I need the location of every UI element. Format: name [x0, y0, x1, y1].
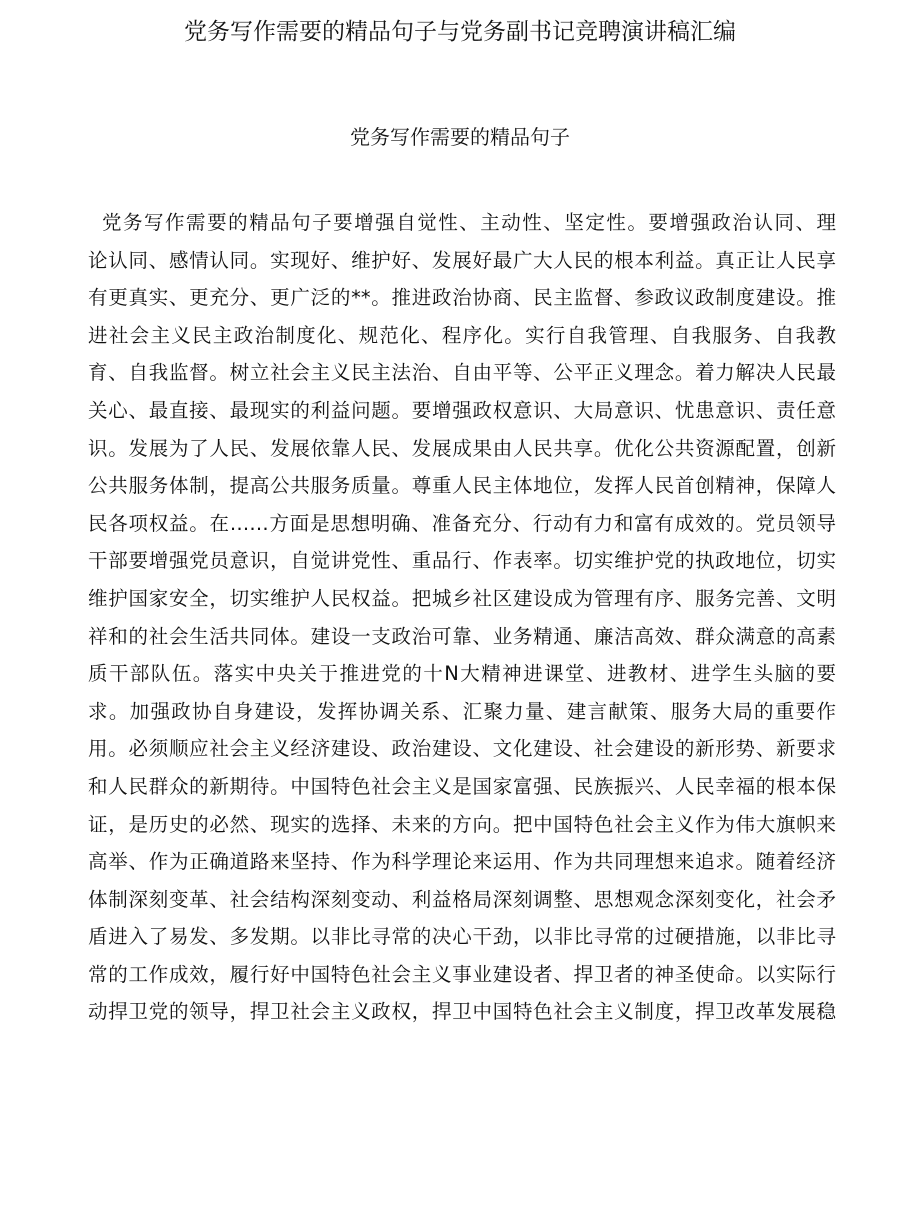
- paragraph-line: 用。必须顺应社会主义经济建设、政治建设、文化建设、社会建设的新形势、新要求: [88, 737, 836, 761]
- section-title: 党务写作需要的精品句子: [350, 125, 570, 149]
- paragraph-line: 证，是历史的必然、现实的选择、未来的方向。把中国特色社会主义作为伟大旗帜来: [88, 812, 836, 836]
- paragraph-line: 党务写作需要的精品句子要增强自觉性、主动性、坚定性。要增强政治认同、理: [102, 211, 836, 234]
- paragraph-line: 育、自我监督。树立社会主义民主法治、自由平等、公平正义理念。着力解决人民最: [88, 361, 836, 385]
- paragraph-line: 民各项权益。在……方面是思想明确、准备充分、行动有力和富有成效的。党员领导: [88, 511, 836, 535]
- paragraph-line: 公共服务体制，提高公共服务质量。尊重人民主体地位，发挥人民首创精神，保障人: [88, 474, 836, 498]
- paragraph-line: 进社会主义民主政治制度化、规范化、程序化。实行自我管理、自我服务、自我教: [88, 323, 836, 347]
- paragraph-line: 有更真实、更充分、更广泛的**。推进政治协商、民主监督、参政议政制度建设。推: [88, 286, 836, 310]
- paragraph-line: 盾进入了易发、多发期。以非比寻常的决心干劲，以非比寻常的过硬措施，以非比寻: [88, 925, 836, 949]
- paragraph-line: 关心、最直接、最现实的利益问题。要增强政权意识、大局意识、忧患意识、责任意: [88, 398, 836, 422]
- paragraph-line: 维护国家安全，切实维护人民权益。把城乡社区建设成为管理有序、服务完善、文明: [88, 586, 836, 610]
- paragraph-line: 求。加强政协自身建设，发挥协调关系、汇聚力量、建言献策、服务大局的重要作: [88, 699, 836, 723]
- paragraph-line: 常的工作成效，履行好中国特色社会主义事业建设者、捍卫者的神圣使命。以实际行: [88, 962, 836, 986]
- paragraph-line: 高举、作为正确道路来坚持、作为科学理论来运用、作为共同理想来追求。随着经济: [88, 850, 836, 874]
- document-title: 党务写作需要的精品句子与党务副书记竞聘演讲稿汇编: [184, 19, 736, 45]
- paragraph-line: 动捍卫党的领导，捍卫社会主义政权，捍卫中国特色社会主义制度，捍卫改革发展稳: [88, 1000, 836, 1024]
- paragraph-line: 论认同、感情认同。实现好、维护好、发展好最广大人民的根本利益。真正让人民享: [88, 248, 836, 272]
- body-paragraph: [88, 204, 836, 1031]
- paragraph-line: 干部要增强党员意识，自觉讲党性、重品行、作表率。切实维护党的执政地位，切实: [88, 549, 836, 573]
- paragraph-line: 识。发展为了人民、发展依靠人民、发展成果由人民共享。优化公共资源配置，创新: [88, 436, 836, 460]
- paragraph-line: 和人民群众的新期待。中国特色社会主义是国家富强、民族振兴、人民幸福的根本保: [88, 774, 836, 798]
- paragraph-line: 质干部队伍。落实中央关于推进党的十N大精神进课堂、进教材、进学生头脑的要: [88, 662, 836, 686]
- paragraph-line: 体制深刻变革、社会结构深刻变动、利益格局深刻调整、思想观念深刻变化，社会矛: [88, 887, 836, 911]
- paragraph-line: 祥和的社会生活共同体。建设一支政治可靠、业务精通、廉洁高效、群众满意的高素: [88, 624, 836, 648]
